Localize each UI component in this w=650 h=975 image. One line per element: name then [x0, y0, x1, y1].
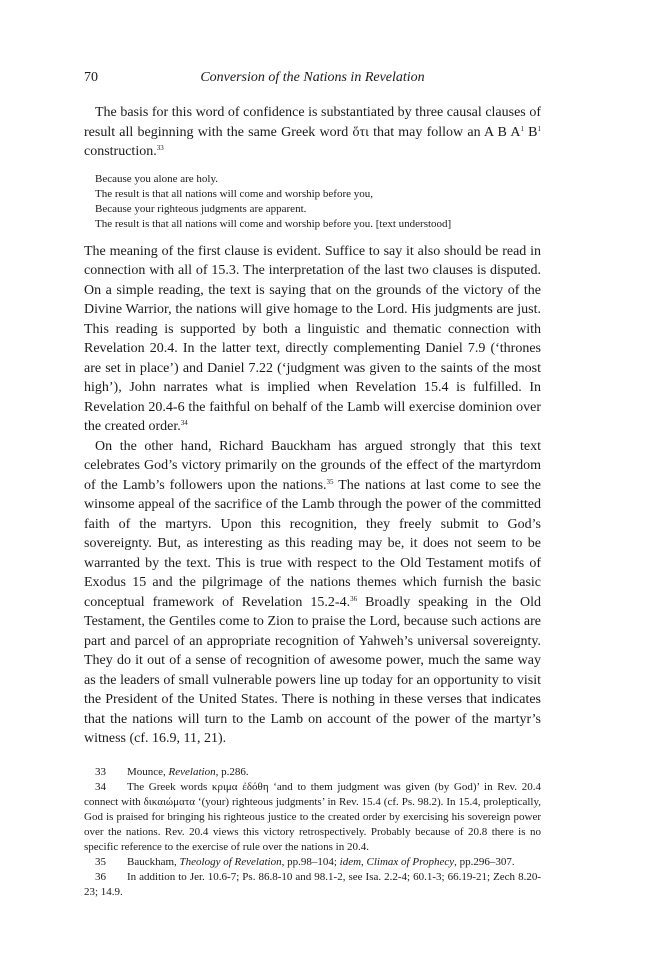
paragraph-3: [84, 437, 541, 749]
paragraph-1-mid: B: [523, 124, 538, 140]
paragraph-1-text: The basis for this word of confidence is substantiated by three causal clauses of result all beginning with the same Greek word ὅτι that may follow an A B A: [84, 105, 541, 140]
footnote-ref-36: 36: [350, 594, 358, 603]
footnote-title: Theology of Revelation: [179, 856, 282, 868]
paragraph-2-text: The meaning of the first clause is evident. Suffice to say it also should be read in connection with all of 15.3. The interpretation of the last two clauses is disputed. On a simple reading, the text is saying that on the grounds of the victory of the Divine Warrior, the nations will give homage to the Lord. His judgments are just. This reading is supported by both a linguistic and thematic connection with Revelation 20.4. In the latter text, directly complementing Daniel 7.9 (‘thrones are set in place’) and Daniel 7.22 (‘judgment was given to the saints of the most high’), John narrates what is implied when Revelation 15.4 is fulfilled. In Revelation 20.4-6 the faithful on behalf of the Lamb will exercise dominion over the created order.: [84, 243, 541, 434]
running-head: [84, 70, 541, 90]
block-quote: [95, 172, 541, 232]
page-number: 70: [84, 70, 98, 85]
superscript-b: 1: [537, 124, 541, 133]
footnotes: [84, 765, 541, 900]
footnote-34: [84, 780, 541, 855]
footnote-title: Climax of Prophecy: [366, 856, 455, 868]
quote-line: The result is that all nations will come and worship before you. [text understood]: [95, 217, 452, 230]
main-text: [84, 103, 541, 749]
footnote-ref-35: 35: [326, 477, 334, 486]
superscript-a: 1: [520, 124, 524, 133]
footnote-author: Bauckham,: [127, 856, 180, 868]
footnote-pages: , pp.98–104;: [281, 856, 340, 868]
paragraph-1: [84, 103, 541, 162]
paragraph-2: [84, 242, 541, 437]
footnote-text: In addition to Jer. 10.6-7; Ps. 86.8-10 and 98.1-2, see Isa. 2.2-4; 60.1-3; 66.19-21; Zech 8.20-23; 14.9.: [84, 871, 541, 898]
footnote-rest: , pp.296–307.: [454, 856, 515, 868]
footnote-title: Revelation: [168, 766, 216, 778]
quote-line: Because you alone are holy.: [95, 172, 218, 185]
footnote-ref-34: 34: [180, 419, 188, 427]
footnote-number: 33: [95, 766, 106, 778]
paragraph-3-text-a: On the other hand, Richard Bauckham has argued strongly that this text celebrates God’s victory primarily on the grounds of the effect of the martyrdom of the Lamb’s followers upon the nations.: [84, 438, 541, 493]
footnote-35: [84, 855, 541, 870]
paragraph-1-end: construction.: [84, 144, 157, 159]
footnote-number: 34: [95, 781, 106, 793]
quote-line: Because your righteous judgments are apparent.: [95, 202, 307, 215]
footnote-author: Mounce,: [127, 766, 169, 778]
running-title: Conversion of the Nations in Revelation: [200, 70, 425, 85]
footnote-text: The Greek words κριμα ἐδόθη ‘and to them judgment was given (by God)’ in Rev. 20.4 connect with δικαιώματα ‘(your) righteous judgments’ in Rev. 15.4 (cf. Ps. 98.2). In 15.4, proleptically, God is praised for bringing his righteous justice to the created order by exercising his sovereign power over the nations. Rev. 20.4 views this victory retrospectively. Probably because of 20.8 there is no specific reference to the exercise of rule over the nations in 20.4.: [84, 781, 541, 853]
paragraph-3-text-c: Broadly speaking in the Old Testament, the Gentiles come to Zion to praise the Lord, because such actions are part and parcel of an appropriate recognition of Yahweh’s universal sovereignty. They do it out of a sense of recognition of awesome power, much the same way as the leaders of small vulnerable powers line up today for an opportunity to visit the President of the United States. There is nothing in these verses that indicates that the nations will turn to the Lamb on account of the power of the martyr’s witness (cf. 16.9, 11, 21).: [84, 594, 541, 746]
page-body: [84, 70, 541, 749]
footnote-idem: idem: [339, 856, 362, 868]
quote-line: The result is that all nations will come and worship before you,: [95, 187, 373, 200]
footnote-ref-33: 33: [156, 144, 164, 152]
footnote-number: 35: [95, 856, 106, 868]
footnote-36: [84, 870, 541, 900]
footnote-rest: , p.286.: [215, 766, 249, 778]
footnote-number: 36: [95, 871, 106, 883]
footnote-33: [84, 765, 541, 780]
paragraph-3-text-b: The nations at last come to see the winsome appeal of the sacrifice of the Lamb through the power of the committed faith of the martyrs. Upon this recognition, they freely submit to God’s sovereignty. But, as interesting as this reading may be, it does not seem to be warranted by the text. This is true with respect to the Old Testament motifs of Exodus 15 and the pilgrimage of the nations themes which furnish the basic conceptual framework of Revelation 15.2-4.: [84, 477, 542, 610]
footnote-separator: ,: [361, 856, 367, 868]
